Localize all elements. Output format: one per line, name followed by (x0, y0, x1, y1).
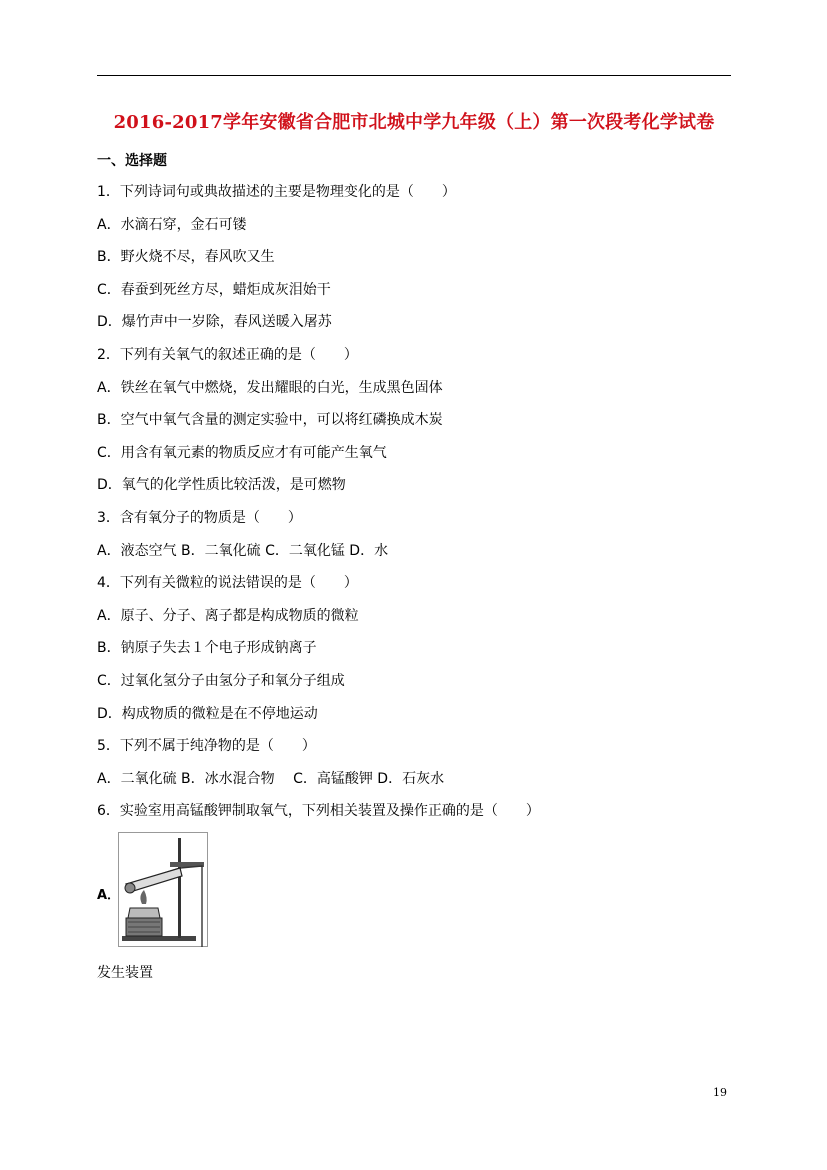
page-title: 2016-2017学年安徽省合肥市北城中学九年级（上）第一次段考化学试卷 (113, 112, 715, 133)
answer-option: A．原子、分子、离子都是构成物质的微粒 (97, 607, 359, 624)
question-stem: 3．含有氧分子的物质是（ ） (97, 510, 302, 526)
answer-option: A．液态空气 B．二氧化硫 C．二氧化锰 D．水 (97, 542, 389, 559)
question-stem: 2．下列有关氧气的叙述正确的是（ ） (97, 347, 358, 363)
question-stem: 6．实验室用高锰酸钾制取氧气，下列相关装置及操作正确的是（ ） (97, 803, 540, 820)
answer-option: A．铁丝在氧气中燃烧，发出耀眼的白光，生成黑色固体 (97, 379, 443, 396)
answer-option: B．钠原子失去１个电子形成钠离子 (97, 640, 317, 657)
question-stem: 5．下列不属于纯净物的是（ ） (97, 738, 316, 755)
page-number: 19 (713, 1086, 727, 1099)
header-rule (97, 75, 731, 76)
question-stem: 4．下列有关微粒的说法错误的是（ ） (97, 575, 358, 592)
answer-option: B．空气中氧气含量的测定实验中，可以将红磷换成木炭 (97, 412, 443, 429)
answer-option: D．氧气的化学性质比较活泼，是可燃物 (97, 477, 346, 494)
apparatus-illustration (118, 832, 208, 947)
answer-option: C．过氧化氢分子由氢分子和氧分子组成 (97, 673, 345, 689)
question-stem: 1．下列诗词句或典故描述的主要是物理变化的是（ ） (97, 184, 456, 200)
answer-option: B．野火烧不尽，春风吹又生 (97, 249, 275, 266)
answer-option: D．构成物质的微粒是在不停地运动 (97, 705, 318, 722)
figure-option-label: A． (97, 888, 121, 903)
answer-option: C．春蚕到死丝方尽，蜡炬成灰泪始干 (97, 281, 331, 298)
section-heading: 一、选择题 (97, 153, 167, 169)
answer-option: D．爆竹声中一岁除，春风送暖入屠苏 (97, 314, 332, 331)
answer-option: A．水滴石穿，金石可镂 (97, 216, 247, 233)
answer-option: C．用含有氧元素的物质反应才有可能产生氧气 (97, 444, 387, 461)
answer-option: A．二氧化硫 B．冰水混合物 C．高锰酸钾 D．石灰水 (97, 770, 445, 787)
figure-caption: 发生装置 (97, 965, 153, 981)
